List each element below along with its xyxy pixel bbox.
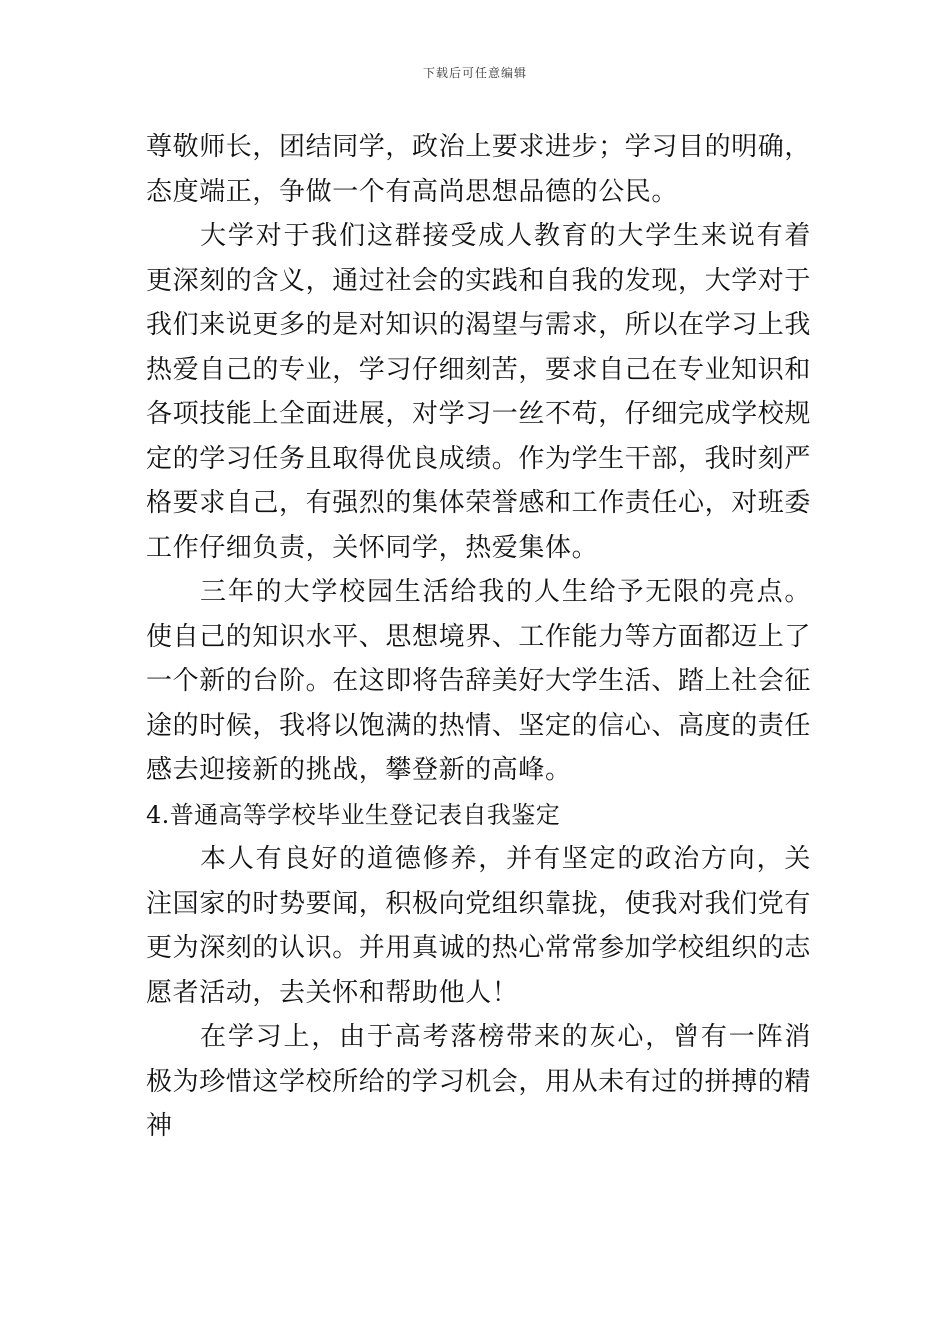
paragraph-4: 本人有良好的道德修养，并有坚定的政治方向，关注国家的时势要闻，积极向党组织靠拢，使我对我们党有更为深刻的认识。并用真诚的热心常常参加学校组织的志愿者活动，去关怀和帮助他人！ — [146, 844, 812, 1008]
paragraph-2: 大学对于我们这群接受成人教育的大学生来说有着更深刻的含义，通过社会的实践和自我的发现，大学对于我们来说更多的是对知识的渴望与需求，所以在学习上我热爱自己的专业，学习仔细刻苦，要求自己在专业知识和各项技能上全面进展，对学习一丝不苟，仔细完成学校规定的学习任务且取得优良成绩。作为学生干部，我时刻严格要求自己，有强烈的集体荣誉感和工作责任心，对班委工作仔细负责，关怀同学，热爱集体。 — [146, 221, 812, 563]
document-body — [146, 125, 811, 1149]
paragraph-5: 在学习上，由于高考落榜带来的灰心，曾有一阵消极为珍惜这学校所给的学习机会，用从未有过的拼搏的精神 — [146, 1022, 812, 1141]
paragraph-3: 三年的大学校园生活给我的人生给予无限的亮点。使自己的知识水平、思想境界、工作能力等方面都迈上了一个新的台阶。在这即将告辞美好大学生活、踏上社会征途的时候，我将以饱满的热情、坚定的信心、高度的责任感去迎接新的挑战，攀登新的高峰。 — [146, 577, 812, 785]
paragraph-1: 尊敬师长，团结同学，政治上要求进步；学习目的明确，态度端正，争做一个有高尚思想品德的公民。 — [146, 132, 812, 207]
header-note: 下载后可任意编辑 — [422, 66, 527, 80]
section-heading: 4.普通高等学校毕业生登记表自我鉴定 — [146, 800, 561, 829]
